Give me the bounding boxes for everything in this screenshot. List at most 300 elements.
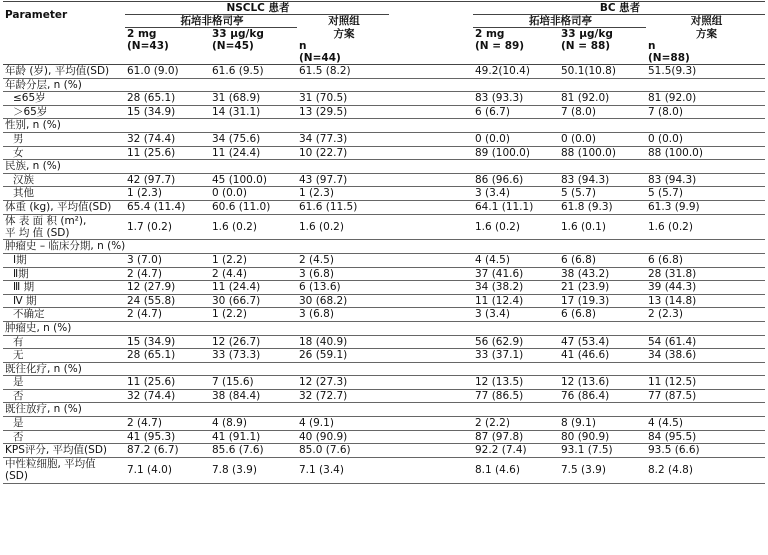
header-nsclc-n2: (N=45) [212,40,254,52]
value-cell: 1.6 (0.2) [646,214,765,240]
header-bc: BC 患者 [473,2,765,15]
row-label [3,417,125,431]
row-label-text-line2: 平 均 值 (SD) [5,226,70,239]
value-cell: 34 (77.3) [297,132,389,146]
value-cell: 42 (97.7) [125,173,210,187]
value-cell: 7 (15.6) [210,376,297,390]
value-cell: 6 (6.7) [473,105,559,119]
section-row [3,78,765,92]
row-label [3,214,125,240]
value-cell [473,78,559,92]
row-label [3,281,125,295]
value-cell: 7.1 (4.0) [125,457,210,483]
row-label [3,403,125,417]
header-parameter: Parameter [3,2,125,28]
row-label [3,119,125,133]
spacer-cell [389,253,473,267]
row-label-text: 体重 (kg), 平均值(SD) [5,200,112,213]
table-row [3,132,765,146]
value-cell [210,362,297,376]
spacer-cell [389,294,473,308]
value-cell: 1.6 (0.2) [210,214,297,240]
header-nsclc: NSCLC 患者 [125,2,389,15]
value-cell: 2 (2.3) [646,308,765,322]
row-label-text: 男 [13,132,24,145]
value-cell [646,403,765,417]
value-cell: 61.6 (9.5) [210,65,297,79]
value-cell: 3 (6.8) [297,308,389,322]
spacer-cell [389,267,473,281]
value-cell: 83 (93.3) [473,92,559,106]
value-cell: 60.6 (11.0) [210,200,297,214]
row-label [3,457,125,483]
header-row-4 [3,40,765,52]
spacer-cell [389,321,473,335]
value-cell: 11 (12.4) [473,294,559,308]
value-cell: 11 (25.6) [125,146,210,160]
row-label [3,389,125,403]
spacer-cell [389,160,473,174]
table-row [3,417,765,431]
header-row-3 [3,28,765,41]
row-label-text: 女 [13,146,24,159]
row-label-text: Ⅲ 期 [13,281,35,294]
value-cell: 93.5 (6.6) [646,444,765,458]
value-cell: 6 (6.8) [559,253,646,267]
spacer-cell [389,240,473,254]
row-label [3,253,125,267]
value-cell: 77 (86.5) [473,389,559,403]
row-label-text: Ⅰ期 [13,253,27,266]
spacer-cell [389,214,473,240]
value-cell [473,119,559,133]
value-cell: 88 (100.0) [559,146,646,160]
value-cell: 41 (91.1) [210,430,297,444]
value-cell: 54 (61.4) [646,335,765,349]
value-cell: 1 (2.2) [210,253,297,267]
header-nsclc-control-3: n [299,40,307,52]
value-cell: 7 (8.0) [559,105,646,119]
row-label-text: ＞65岁 [13,105,48,118]
value-cell: 85.0 (7.6) [297,444,389,458]
value-cell: 11 (24.4) [210,281,297,295]
value-cell: 13 (14.8) [646,294,765,308]
row-label [3,294,125,308]
value-cell [473,321,559,335]
row-label [3,444,125,458]
section-row [3,160,765,174]
value-cell: 15 (34.9) [125,335,210,349]
value-cell: 1 (2.3) [297,187,389,201]
row-label [3,92,125,106]
spacer-cell [389,335,473,349]
table-row [3,267,765,281]
value-cell: 4 (9.1) [297,417,389,431]
value-cell: 87.2 (6.7) [125,444,210,458]
header-nsclc-control-2: 方案 [333,27,355,40]
table-row [3,430,765,444]
value-cell: 3 (7.0) [125,253,210,267]
row-label [3,376,125,390]
value-cell [473,240,559,254]
value-cell: 5 (5.7) [559,187,646,201]
value-cell: 7.5 (3.9) [559,457,646,483]
header-bc-control-1: 对照组 [690,15,723,27]
table-row [3,187,765,201]
value-cell: 37 (41.6) [473,267,559,281]
table-row [3,146,765,160]
value-cell: 80 (90.9) [559,430,646,444]
spacer-cell [389,308,473,322]
row-label-text: Ⅱ期 [13,267,29,280]
value-cell: 38 (84.4) [210,389,297,403]
spacer-cell [389,132,473,146]
value-cell: 81 (92.0) [646,92,765,106]
table-row [3,308,765,322]
value-cell [646,119,765,133]
value-cell: 3 (3.4) [473,187,559,201]
value-cell: 61.3 (9.9) [646,200,765,214]
value-cell: 34 (38.6) [646,349,765,363]
value-cell: 30 (68.2) [297,294,389,308]
value-cell: 51.5(9.3) [646,65,765,79]
spacer-cell [389,146,473,160]
value-cell [559,321,646,335]
row-label-text: 肿瘤史 – 临床分期, n (%) [5,240,125,253]
spacer-cell [389,417,473,431]
value-cell: 26 (59.1) [297,349,389,363]
header-bc-n1: (N = 89) [475,40,525,52]
header-bc-control-4: (N=88) [646,52,765,65]
table-row [3,335,765,349]
header-nsclc-dose1: 2 mg [127,28,157,40]
row-label [3,430,125,444]
value-cell: 30 (66.7) [210,294,297,308]
row-label-text: 体 表 面 积 (m²), [5,214,87,227]
value-cell: 47 (53.4) [559,335,646,349]
value-cell [297,160,389,174]
value-cell [473,362,559,376]
row-label-text: ≤65岁 [13,92,46,105]
value-cell: 4 (4.5) [646,417,765,431]
section-row [3,119,765,133]
value-cell: 6 (6.8) [559,308,646,322]
value-cell: 11 (24.4) [210,146,297,160]
row-label [3,321,125,335]
row-label-text: 有 [13,335,24,348]
row-label [3,173,125,187]
header-nsclc-control-4: (N=44) [297,52,389,65]
value-cell: 8.1 (4.6) [473,457,559,483]
value-cell [473,160,559,174]
value-cell: 1 (2.3) [125,187,210,201]
table-row [3,389,765,403]
spacer-cell [389,457,473,483]
spacer-cell [389,173,473,187]
table-row [3,349,765,363]
value-cell: 32 (72.7) [297,389,389,403]
value-cell: 4 (4.5) [473,253,559,267]
value-cell [210,160,297,174]
header-bc-control-3: n [648,40,656,52]
table-row [3,444,765,458]
value-cell: 1.6 (0.2) [473,214,559,240]
value-cell: 3 (3.4) [473,308,559,322]
value-cell: 11 (12.5) [646,376,765,390]
value-cell: 7.8 (3.9) [210,457,297,483]
value-cell: 41 (46.6) [559,349,646,363]
value-cell [646,240,765,254]
section-row [3,321,765,335]
value-cell: 1.6 (0.1) [559,214,646,240]
header-nsclc-control-1: 对照组 [328,15,360,27]
value-cell: 6 (6.8) [646,253,765,267]
value-cell: 34 (75.6) [210,132,297,146]
value-cell: 61.8 (9.3) [559,200,646,214]
value-cell: 65.4 (11.4) [125,200,210,214]
spacer-cell [389,119,473,133]
value-cell: 38 (43.2) [559,267,646,281]
value-cell [559,160,646,174]
header-bc-drug: 拓培非格司亭 [473,15,646,28]
row-label-text: 性别, n (%) [5,119,61,132]
value-cell [125,78,210,92]
table-row [3,214,765,240]
value-cell: 61.6 (11.5) [297,200,389,214]
row-label-text: 中性粒细胞, 平均值 [5,457,96,470]
value-cell: 33 (73.3) [210,349,297,363]
value-cell: 28 (31.8) [646,267,765,281]
spacer-cell [389,187,473,201]
demographics-table [3,1,765,484]
spacer-cell [389,349,473,363]
value-cell: 18 (40.9) [297,335,389,349]
value-cell [125,240,210,254]
row-label-text: 不确定 [13,308,45,321]
value-cell: 6 (13.6) [297,281,389,295]
value-cell [125,160,210,174]
value-cell: 2 (4.4) [210,267,297,281]
header-bc-dose1: 2 mg [475,28,505,40]
row-label [3,362,125,376]
spacer-cell [389,92,473,106]
value-cell: 1.6 (0.2) [297,214,389,240]
value-cell: 81 (92.0) [559,92,646,106]
table-row [3,376,765,390]
value-cell: 12 (26.7) [210,335,297,349]
value-cell: 0 (0.0) [210,187,297,201]
spacer-cell [389,78,473,92]
row-label-text: 年龄 (岁), 平均值(SD) [5,65,110,77]
row-label [3,65,125,79]
header-bc-control-2: 方案 [696,27,717,40]
value-cell: 40 (90.9) [297,430,389,444]
row-label [3,105,125,119]
spacer-cell [389,430,473,444]
value-cell: 12 (27.9) [125,281,210,295]
value-cell: 45 (100.0) [210,173,297,187]
value-cell [559,78,646,92]
table-row [3,200,765,214]
value-cell: 2 (4.7) [125,417,210,431]
spacer-cell [389,105,473,119]
value-cell: 64.1 (11.1) [473,200,559,214]
value-cell [297,321,389,335]
value-cell: 1.7 (0.2) [125,214,210,240]
value-cell: 5 (5.7) [646,187,765,201]
row-label [3,267,125,281]
value-cell [559,403,646,417]
header-row-5 [3,52,765,65]
value-cell: 15 (34.9) [125,105,210,119]
value-cell: 93.1 (7.5) [559,444,646,458]
value-cell [125,119,210,133]
row-label-text: 年龄分层, n (%) [5,78,82,91]
value-cell [125,362,210,376]
table-row [3,173,765,187]
value-cell: 83 (94.3) [559,173,646,187]
row-label-text: 是 [13,417,24,430]
table-row [3,65,765,79]
row-label-text: 汉族 [13,173,34,186]
value-cell: 14 (31.1) [210,105,297,119]
value-cell [125,403,210,417]
section-row [3,240,765,254]
value-cell [210,403,297,417]
value-cell: 33 (37.1) [473,349,559,363]
section-row [3,362,765,376]
row-label [3,187,125,201]
value-cell [646,321,765,335]
row-label-text: 无 [13,349,24,362]
value-cell: 4 (8.9) [210,417,297,431]
value-cell [125,321,210,335]
row-label [3,132,125,146]
row-label [3,200,125,214]
spacer-cell [389,281,473,295]
value-cell [210,240,297,254]
value-cell: 8 (9.1) [559,417,646,431]
header-nsclc-drug: 拓培非格司亭 [125,15,297,28]
spacer-cell [389,362,473,376]
table-row [3,105,765,119]
value-cell: 49.2(10.4) [473,65,559,79]
value-cell: 34 (38.2) [473,281,559,295]
row-label [3,240,125,254]
value-cell: 8.2 (4.8) [646,457,765,483]
value-cell: 10 (22.7) [297,146,389,160]
value-cell [297,362,389,376]
value-cell [646,78,765,92]
value-cell: 92.2 (7.4) [473,444,559,458]
value-cell: 1 (2.2) [210,308,297,322]
value-cell: 21 (23.9) [559,281,646,295]
value-cell: 7.1 (3.4) [297,457,389,483]
value-cell: 28 (65.1) [125,349,210,363]
value-cell: 13 (29.5) [297,105,389,119]
row-label [3,78,125,92]
value-cell: 3 (6.8) [297,267,389,281]
value-cell: 31 (68.9) [210,92,297,106]
value-cell: 89 (100.0) [473,146,559,160]
value-cell: 11 (25.6) [125,376,210,390]
value-cell: 2 (4.5) [297,253,389,267]
row-label [3,335,125,349]
value-cell [473,403,559,417]
row-label [3,146,125,160]
section-row [3,403,765,417]
value-cell: 12 (13.5) [473,376,559,390]
spacer-cell [389,444,473,458]
row-label-text: 既往化疗, n (%) [5,362,82,375]
row-label-text: 肿瘤史, n (%) [5,321,72,334]
value-cell: 84 (95.5) [646,430,765,444]
spacer-cell [389,65,473,79]
spacer-cell [389,389,473,403]
value-cell: 76 (86.4) [559,389,646,403]
value-cell: 41 (95.3) [125,430,210,444]
row-label-text: KPS评分, 平均值(SD) [5,444,108,457]
value-cell [646,362,765,376]
value-cell: 0 (0.0) [473,132,559,146]
value-cell [297,403,389,417]
row-label-text: Ⅳ 期 [13,294,37,307]
value-cell [646,160,765,174]
value-cell: 0 (0.0) [559,132,646,146]
value-cell [559,119,646,133]
value-cell: 83 (94.3) [646,173,765,187]
value-cell: 39 (44.3) [646,281,765,295]
row-label [3,349,125,363]
value-cell [297,240,389,254]
header-row-1 [3,2,765,15]
value-cell [559,240,646,254]
value-cell: 43 (97.7) [297,173,389,187]
value-cell [210,78,297,92]
spacer-cell [389,376,473,390]
value-cell: 85.6 (7.6) [210,444,297,458]
value-cell: 24 (55.8) [125,294,210,308]
spacer-cell [389,403,473,417]
value-cell [559,362,646,376]
row-label-text: 其他 [13,187,34,200]
row-label-text: 民族, n (%) [5,160,61,173]
value-cell: 77 (87.5) [646,389,765,403]
value-cell: 50.1(10.8) [559,65,646,79]
row-label-text: 否 [13,430,24,443]
value-cell: 56 (62.9) [473,335,559,349]
table-row [3,253,765,267]
value-cell: 87 (97.8) [473,430,559,444]
value-cell: 31 (70.5) [297,92,389,106]
row-label [3,308,125,322]
value-cell: 32 (74.4) [125,132,210,146]
value-cell [297,119,389,133]
value-cell: 61.0 (9.0) [125,65,210,79]
table-row [3,281,765,295]
value-cell: 86 (96.6) [473,173,559,187]
spacer-cell [389,200,473,214]
row-label-text-line2: (SD) [5,470,28,483]
table-row [3,92,765,106]
value-cell: 2 (4.7) [125,308,210,322]
row-label [3,160,125,174]
value-cell: 32 (74.4) [125,389,210,403]
value-cell: 12 (27.3) [297,376,389,390]
value-cell [297,78,389,92]
row-label-text: 既往放疗, n (%) [5,403,82,416]
value-cell [210,321,297,335]
